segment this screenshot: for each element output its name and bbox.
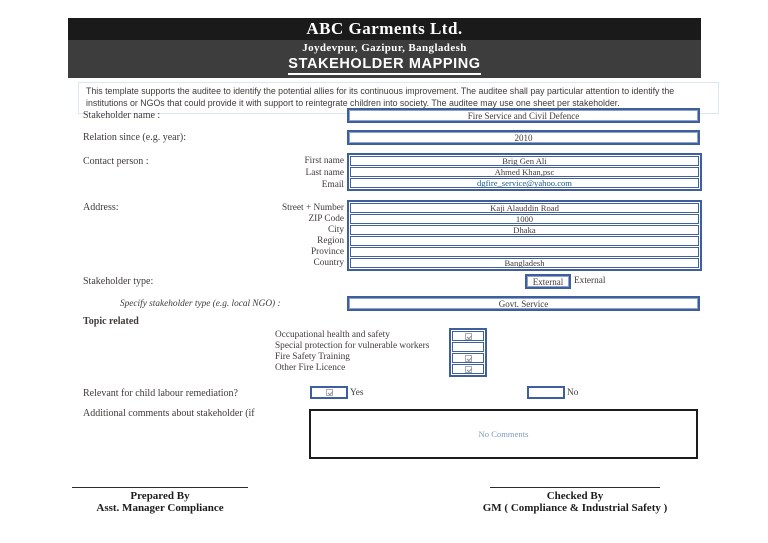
address-zip-value: 1000 [515,214,534,224]
stakeholder-type-outside-text: External [574,276,606,286]
company-location: Joydevpur, Gazipur, Bangladesh [302,42,467,54]
contact-last-name-label: Last name [305,168,344,178]
address-country-value: Bangladesh [504,258,545,268]
stakeholder-type-label: Stakeholder type: [83,276,154,287]
contact-first-name-label: First name [304,156,344,166]
additional-comments-box[interactable] [309,409,698,459]
topic-label-fire-training: Fire Safety Training [275,352,350,362]
address-group [347,200,702,271]
address-region-label: Region [317,236,344,246]
topic-checkbox-fire-licence[interactable] [452,364,484,374]
relation-since-input[interactable] [347,130,700,145]
prepared-by-role: Asst. Manager Compliance [96,502,224,514]
relevant-yes-checkbox[interactable] [310,386,348,399]
additional-comments-label: Additional comments about stakeholder (if [83,408,255,419]
specify-type-label: Specify stakeholder type (e.g. local NGO) : [120,299,281,309]
topic-checkbox-ohs[interactable] [452,331,484,341]
checked-by-signature [455,487,695,514]
topic-label-fire-licence: Other Fire Licence [275,363,346,373]
topic-label-ohs: Occupational health and safety [275,330,390,340]
contact-first-name-value: Brig Gen Ali [502,156,547,166]
intro-text: This template supports the auditee to identify the potential allies for its continuous improvement. The auditee shall pay particular attention to identify the institutions or NGOs that could provide it with support to reintegrate children into society. The auditee may use one sheet per stakeholder. [78,82,719,114]
form-header [68,18,701,78]
contact-last-name-value: Ahmed Khan,psc [494,167,555,177]
signature-line [490,487,660,488]
address-province-label: Province [310,247,344,257]
page-title: STAKEHOLDER MAPPING [288,56,480,75]
prepared-by-signature [60,487,260,514]
specify-type-input[interactable] [347,296,700,311]
address-zip-input[interactable] [350,214,699,224]
checked-by-role: GM ( Compliance & Industrial Safety ) [482,502,668,514]
address-province-input[interactable] [350,247,699,257]
address-street-value: Kaji Alauddin Road [490,203,559,213]
topic-checkbox-vulnerable[interactable] [452,342,484,352]
contact-person-label: Contact person : [83,156,149,167]
topic-checkbox-group [449,328,487,377]
checkbox-checked-icon [465,333,472,340]
stakeholder-name-value: Fire Service and Civil Defence [349,110,698,121]
topic-checkbox-fire-training[interactable] [452,353,484,363]
address-street-input[interactable] [350,203,699,213]
header-subband [68,40,701,78]
stakeholder-name-label: Stakeholder name : [83,110,161,121]
address-city-input[interactable] [350,225,699,235]
relevant-remediation-label: Relevant for child labour remediation? [83,388,238,399]
contact-email-input[interactable] [350,178,699,188]
relevant-no-label: No [567,388,579,398]
address-zip-label: ZIP Code [308,214,344,224]
checked-by-title: Checked By [546,490,604,502]
relevant-yes-label: Yes [350,388,364,398]
address-region-input[interactable] [350,236,699,246]
contact-person-group [347,153,702,191]
relation-since-label: Relation since (e.g. year): [83,132,187,143]
prepared-by-title: Prepared By [130,490,190,502]
company-name: ABC Garments Ltd. [68,18,701,40]
address-city-value: Dhaka [513,225,536,235]
signature-line [72,487,248,488]
stakeholder-type-value: External [527,276,569,287]
contact-email-link[interactable]: dgfire_service@yahoo.com [476,178,572,188]
specify-type-value: Govt. Service [349,298,698,309]
address-street-label: Street + Number [281,203,344,213]
address-country-input[interactable] [350,258,699,268]
stakeholder-type-select[interactable] [525,274,571,289]
contact-first-name-input[interactable] [350,156,699,166]
checkbox-checked-icon [465,366,472,373]
address-city-label: City [327,225,344,235]
checkbox-checked-icon [465,355,472,362]
relevant-no-checkbox[interactable] [527,386,565,399]
topic-related-heading: Topic related [83,316,139,327]
relation-since-value: 2010 [349,132,698,143]
contact-last-name-input[interactable] [350,167,699,177]
additional-comments-value: No Comments [478,429,529,439]
address-label: Address: [83,202,119,213]
stakeholder-name-input[interactable] [347,108,700,123]
checkbox-checked-icon [326,389,333,396]
contact-email-label: Email [321,180,344,190]
topic-label-vulnerable: Special protection for vulnerable workers [275,341,430,351]
address-country-label: Country [313,258,344,268]
